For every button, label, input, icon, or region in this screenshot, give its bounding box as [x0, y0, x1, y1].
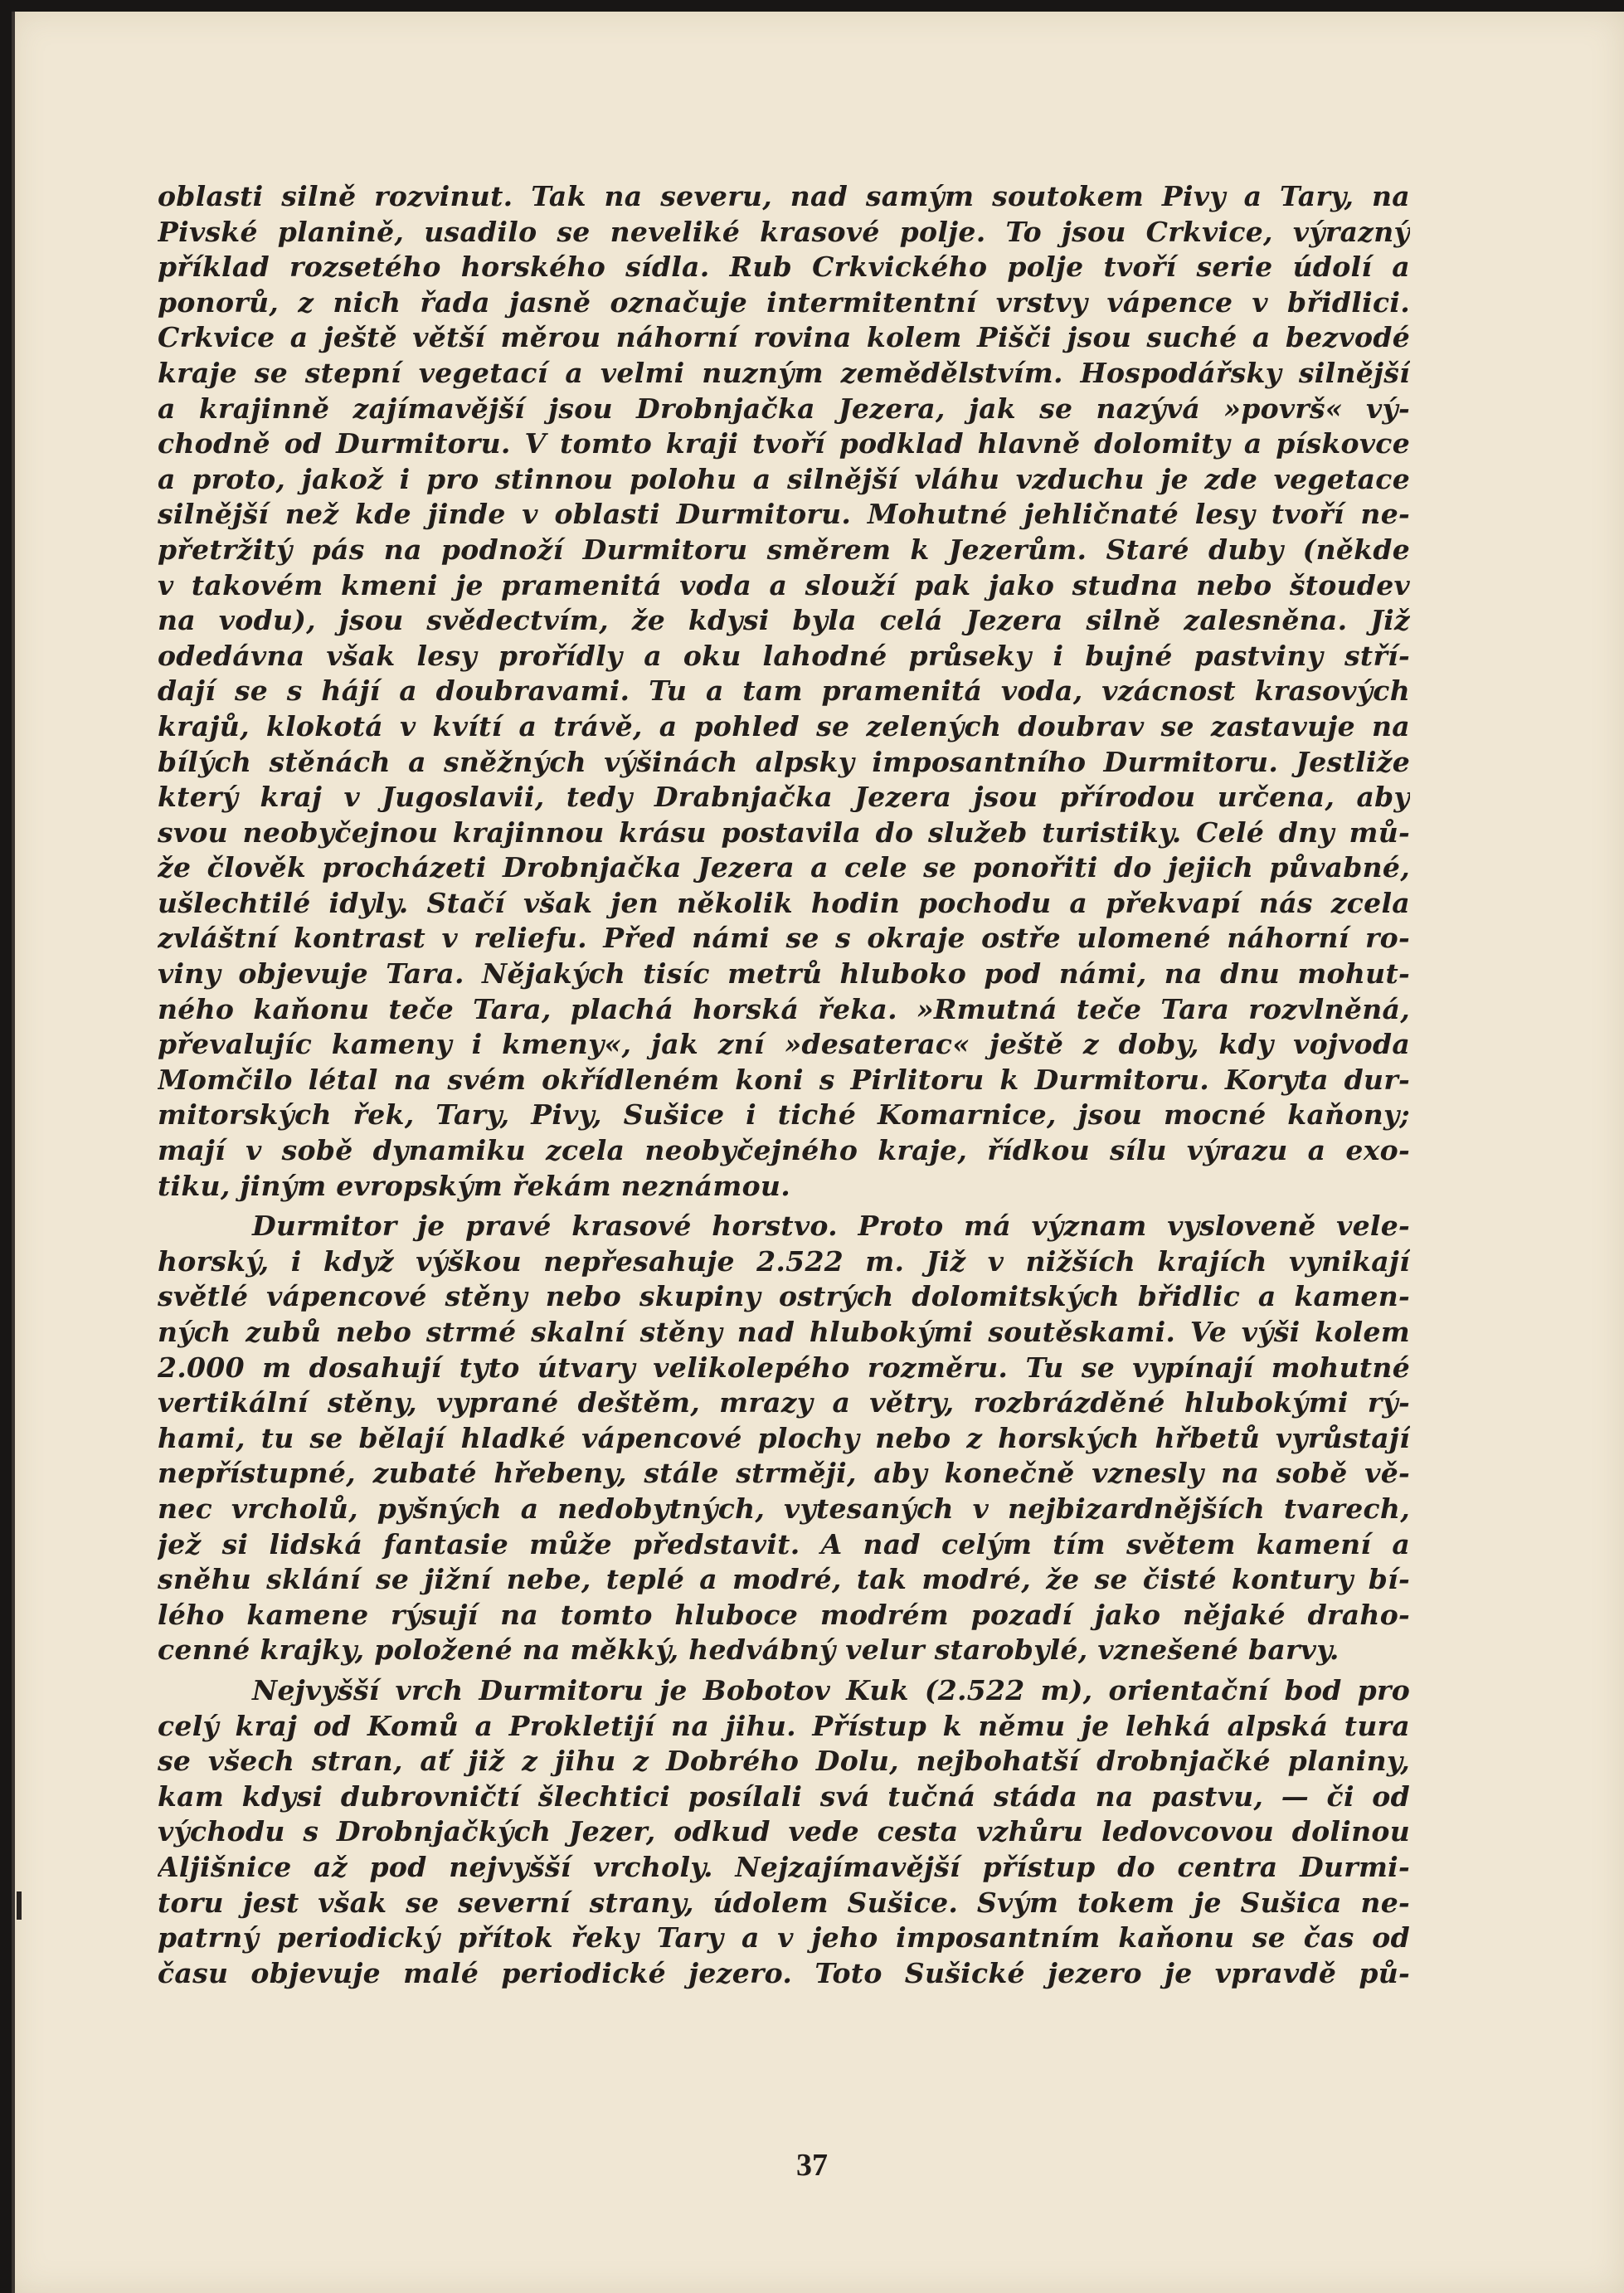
text-line: Pivské planině, usadilo se neveliké krasové polje. To jsou Crkvice, výrazný	[158, 215, 1410, 248]
text-line: příklad rozsetého horského sídla. Rub Crkvického polje tvoří serie údolí a	[158, 251, 1410, 284]
text-line: Nejvyšší vrch Durmitoru je Bobotov Kuk (2.522 m), orientační bod pro	[252, 1673, 1410, 1706]
text-line: hami, tu se bělají hladké vápencové plochy nebo z horských hřbetů vyrůstají	[158, 1421, 1410, 1454]
page-number: 37	[796, 2148, 828, 2183]
margin-mark	[17, 1891, 22, 1920]
text-line: světlé vápencové stěny nebo skupiny ostrých dolomitských břidlic a kamen-	[158, 1280, 1410, 1313]
text-line: oblasti silně rozvinut. Tak na severu, nad samým soutokem Pivy a Tary, na	[158, 180, 1410, 212]
text-line: odedávna však lesy prořídly a oku lahodné průseky i bujné pastviny stří-	[158, 639, 1410, 672]
text-line: celý kraj od Komů a Prokletijí na jihu. Přístup k němu je lehká alpská tura	[158, 1709, 1410, 1742]
text-line: kam kdysi dubrovničtí šlechtici posílali svá tučná stáda na pastvu, — či od	[158, 1779, 1410, 1813]
text-line: Momčilo létal na svém okřídleném koni s Pirlitoru k Durmitoru. Koryta dur-	[158, 1063, 1410, 1096]
text-line: v takovém kmeni je pramenitá voda a slouží pak jako studna nebo štoudev	[158, 568, 1410, 601]
text-line: horský, i když výškou nepřesahuje 2.522 m. Již v nižších krajích vynikají	[158, 1244, 1410, 1278]
text-line: lého kamene rýsují na tomto hluboce modrém pozadí jako nějaké draho-	[158, 1598, 1410, 1631]
text-line: dají se s hájí a doubravami. Tu a tam pramenitá voda, vzácnost krasových	[158, 674, 1410, 708]
text-line: sněhu sklání se jižní nebe, teplé a modré, tak modré, že se čisté kontury bí-	[158, 1563, 1410, 1596]
text-line: ponorů, z nich řada jasně označuje intermitentní vrstvy vápence v břidlici.	[158, 285, 1410, 319]
text-line: času objevuje malé periodické jezero. Toto Sušické jezero je vpravdě pů-	[158, 1956, 1410, 1989]
paragraph-1	[158, 179, 1410, 1204]
text-line: se všech stran, ať již z jihu z Dobrého Dolu, nejbohatší drobnjačké planiny,	[158, 1745, 1410, 1778]
text-line: ušlechtilé idyly. Stačí však jen několik hodin pochodu a překvapí nás zcela	[158, 886, 1410, 919]
text-line: tiku, jiným evropským řekám neznámou.	[158, 1169, 790, 1202]
text-line: 2.000 m dosahují tyto útvary velikolepého rozměru. Tu se vypínají mohutné	[158, 1351, 1410, 1384]
text-line: mají v sobě dynamiku zcela neobyčejného kraje, řídkou sílu výrazu a exo-	[158, 1134, 1410, 1167]
binding-edge	[12, 12, 15, 2293]
text-line: Crkvice a ještě větší měrou náhorní rovina kolem Pišči jsou suché a bezvodé	[158, 321, 1410, 354]
text-line: krajů, klokotá v kvítí a trávě, a pohled se zelených doubrav se zastavuje na	[158, 709, 1410, 742]
text-line: mitorských řek, Tary, Pivy, Sušice i tiché Komarnice, jsou mocné kaňony;	[158, 1098, 1410, 1132]
text-line: patrný periodický přítok řeky Tary a v jeho imposantním kaňonu se čas od	[158, 1921, 1410, 1955]
text-line: převalujíc kameny i kmeny«, jak zní »desaterac« ještě z doby, kdy vojvoda	[158, 1028, 1410, 1061]
text-line: nepřístupné, zubaté hřebeny, stále strměji, aby konečně vznesly na sobě vě-	[158, 1457, 1410, 1490]
body-text	[158, 179, 1410, 1991]
text-line: jež si lidská fantasie může představit. A nad celým tím světem kamení a	[158, 1527, 1410, 1560]
text-line: vertikální stěny, vyprané deštěm, mrazy a větry, rozbrázděné hlubokými rý-	[158, 1386, 1410, 1419]
text-line: a krajinně zajímavější jsou Drobnjačka Jezera, jak se nazývá »površ« vý-	[158, 392, 1410, 425]
text-line: svou neobyčejnou krajinnou krásu postavila do služeb turistiky. Celé dny mů-	[158, 815, 1410, 849]
text-line: přetržitý pás na podnoží Durmitoru směrem k Jezerům. Staré duby (někde	[158, 533, 1410, 566]
text-line: bílých stěnách a sněžných výšinách alpsky imposantního Durmitoru. Jestliže	[158, 745, 1410, 778]
paragraph-3	[158, 1673, 1410, 1991]
text-line: který kraj v Jugoslavii, tedy Drabnjačka Jezera jsou přírodou určena, aby	[158, 781, 1410, 814]
text-line: ného kaňonu teče Tara, plachá horská řeka. »Rmutná teče Tara rozvlněná,	[158, 992, 1410, 1025]
text-line: zvláštní kontrast v reliefu. Před námi se s okraje ostře ulomené náhorní ro-	[158, 922, 1410, 955]
text-line: východu s Drobnjačkých Jezer, odkud vede cesta vzhůru ledovcovou dolinou	[158, 1815, 1410, 1848]
text-line: nec vrcholů, pyšných a nedobytných, vytesaných v nejbizardnějších tvarech,	[158, 1492, 1410, 1525]
text-line: že člověk procházeti Drobnjačka Jezera a cele se ponořiti do jejich půvabné,	[158, 851, 1410, 884]
text-line: Aljišnice až pod nejvyšší vrcholy. Nejzajímavější přístup do centra Durmi-	[158, 1850, 1410, 1883]
text-line: viny objevuje Tara. Nějakých tisíc metrů hluboko pod námi, na dnu mohut-	[158, 957, 1410, 991]
text-line: cenné krajky, položené na měkký, hedvábný velur starobylé, vznešené barvy.	[158, 1633, 1340, 1667]
text-line: ných zubů nebo strmé skalní stěny nad hlubokými soutěskami. Ve výši kolem	[158, 1316, 1410, 1348]
text-line: chodně od Durmitoru. V tomto kraji tvoří podklad hlavně dolomity a pískovce	[158, 427, 1410, 460]
text-line: kraje se stepní vegetací a velmi nuzným zemědělstvím. Hospodářsky silnější	[158, 356, 1410, 389]
text-line: Durmitor je pravé krasové horstvo. Proto má význam vysloveně vele-	[252, 1210, 1410, 1243]
text-line: na vodu), jsou svědectvím, že kdysi byla celá Jezera silně zalesněna. Již	[158, 604, 1410, 637]
paragraph-2	[158, 1209, 1410, 1668]
text-line: toru jest však se severní strany, údolem Sušice. Svým tokem je Sušica ne-	[158, 1886, 1410, 1919]
text-line: silnější než kde jinde v oblasti Durmitoru. Mohutné jehličnaté lesy tvoří ne-	[158, 498, 1410, 531]
text-line: a proto, jakož i pro stinnou polohu a silnější vláhu vzduchu je zde vegetace	[158, 462, 1410, 495]
